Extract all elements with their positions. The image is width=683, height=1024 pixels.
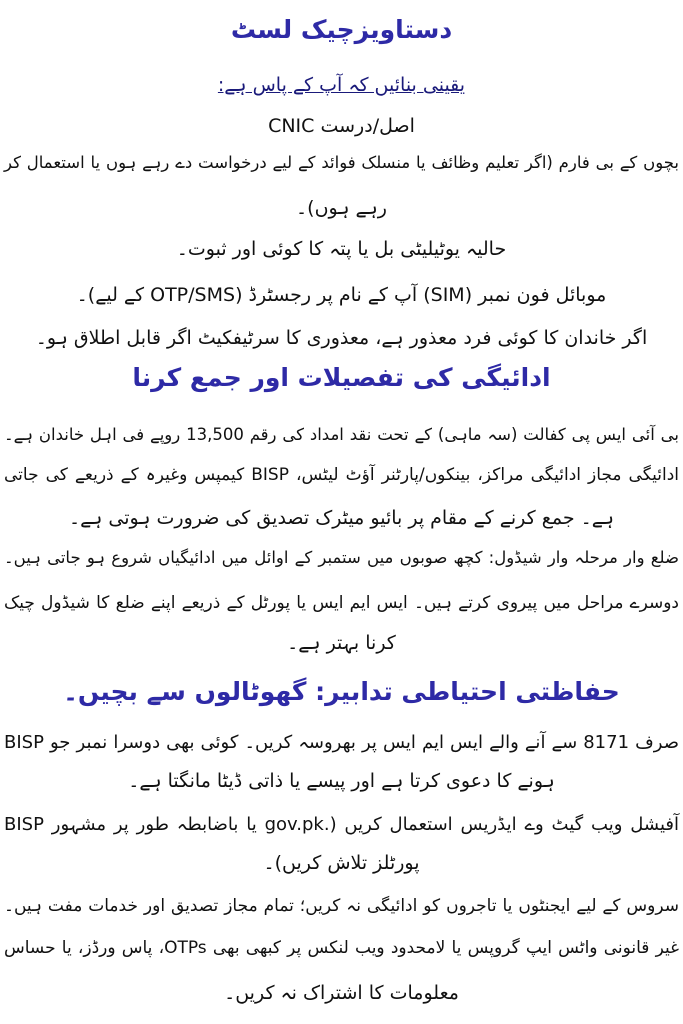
checklist-intro: یقینی بنائیں کہ آپ کے پاس ہے: bbox=[217, 74, 466, 96]
safety-otp-line1: غیر قانونی واٹس ایپ گروپس یا لامحدود ویب لنکس پر کبھی بھی OTPs، پاس ورڈز، یا حساس bbox=[4, 938, 679, 958]
payment-amount: بی آئی ایس پی کفالت (سہ ماہی) کے تحت نقد امداد کی رقم 13,500 روپے فی اہل خاندان ہے۔ bbox=[4, 425, 680, 444]
item-bform-line1: بچوں کے بی فارم (اگر تعلیم وظائف یا منسلک فوائد کے لیے درخواست دے رہے ہوں یا استعمال کر bbox=[4, 153, 679, 172]
safety-website-line1: آفیشل ویب گیٹ وے ایڈریس استعمال کریں (.gov.pk یا باضابطہ طور پر مشہور BISP bbox=[4, 814, 679, 835]
safety-sms-line1: صرف 8171 سے آنے والے ایس ایم ایس پر بھروسہ کریں۔ کوئی بھی دوسرا نمبر جو BISP bbox=[4, 732, 679, 753]
heading-safety-precautions: حفاظتی احتیاطی تدابیر: گھوٹالوں سے بچیں۔ bbox=[63, 677, 620, 706]
safety-website-line2: پورٹلز تلاش کریں)۔ bbox=[263, 852, 420, 874]
safety-sms-line2: ہونے کا دعوی کرتا ہے اور پیسے یا ذاتی ڈیٹا مانگتا ہے۔ bbox=[128, 770, 555, 792]
item-disability-certificate: اگر خاندان کا کوئی فرد معذور ہے، معذوری کا سرٹیفکیٹ اگر قابل اطلاق ہو۔ bbox=[35, 327, 648, 349]
item-bform-line2: رہے ہوں)۔ bbox=[296, 197, 387, 219]
payment-channels-line1: ادائیگی مجاز ادائیگی مراکز، بینکوں/پارٹنر آؤٹ لیٹس، BISP کیمپس وغیرہ کے ذریعے کی جاتی bbox=[4, 465, 679, 485]
item-cnic: اصل/درست CNIC bbox=[268, 115, 415, 137]
heading-document-checklist: دستاویزچیک لسٹ bbox=[230, 15, 453, 44]
item-utility-bill: حالیہ یوٹیلیٹی بل یا پتہ کا کوئی اور ثبوت۔ bbox=[176, 238, 507, 260]
heading-payment-details: ادائیگی کی تفصیلات اور جمع کرنا bbox=[132, 363, 551, 392]
schedule-line1: ضلع وار مرحلہ وار شیڈول: کچھ صوبوں میں ستمبر کے اوائل میں ادائیگیاں شروع ہو جاتی ہیں۔ bbox=[4, 548, 679, 567]
payment-channels-line2: ہے۔ جمع کرنے کے مقام پر بائیو میٹرک تصدیق کی ضرورت ہوتی ہے۔ bbox=[68, 507, 615, 529]
item-mobile-sim: موبائل فون نمبر (SIM) آپ کے نام پر رجسٹرڈ (OTP/SMS کے لیے)۔ bbox=[76, 284, 607, 306]
safety-otp-line2: معلومات کا اشتراک نہ کریں۔ bbox=[224, 982, 459, 1004]
schedule-line3: کرنا بہتر ہے۔ bbox=[287, 632, 396, 654]
safety-no-agents: سروس کے لیے ایجنٹوں یا تاجروں کو ادائیگی نہ کریں؛ تمام مجاز تصدیق اور خدمات مفت ہیں۔ bbox=[4, 896, 679, 916]
schedule-line2: دوسرے مراحل میں پیروی کرتے ہیں۔ ایس ایم ایس یا پورٹل کے ذریعے اپنے ضلع کا شیڈول چیک bbox=[4, 593, 679, 613]
